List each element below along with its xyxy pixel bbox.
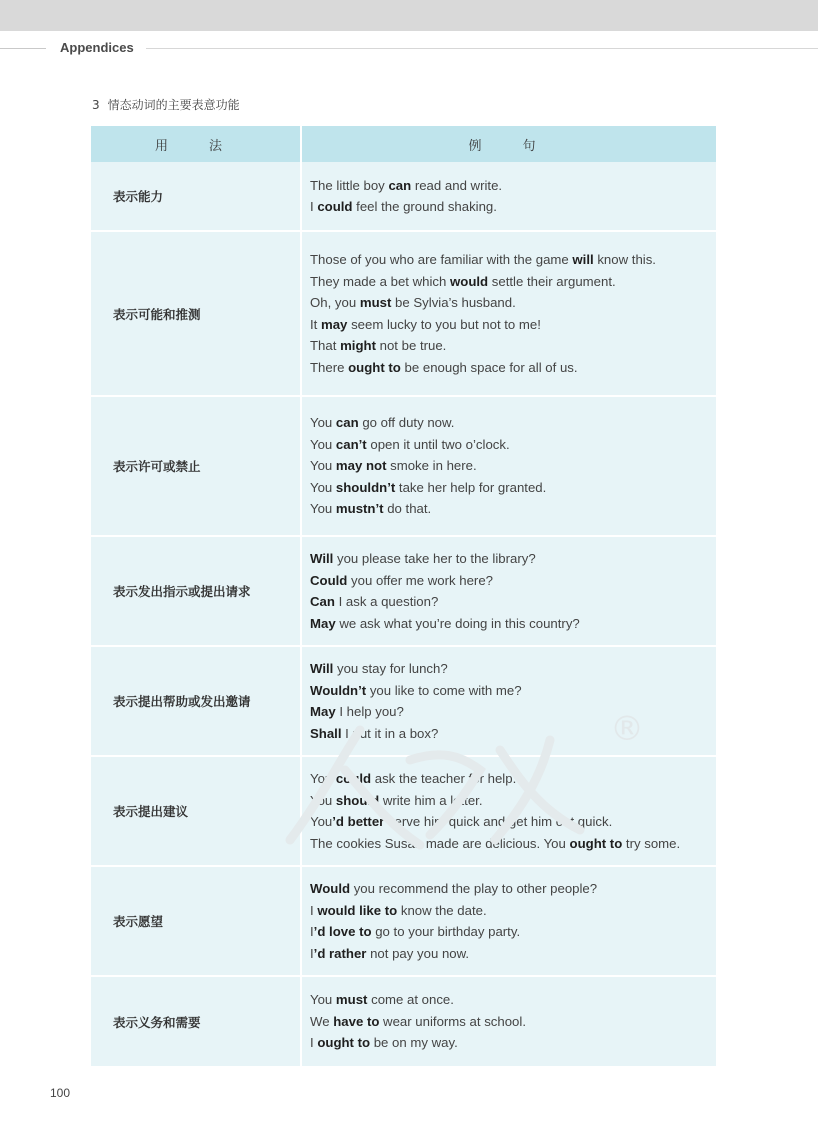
modal-verb: can’t [335,436,367,452]
example-sentence [310,412,716,434]
running-head [0,36,818,62]
sentence-text: serve him quick and get him out quick. [384,814,613,829]
header-rule-left [0,48,46,49]
example-sentence [310,570,716,592]
sentence-text: not pay you now. [366,945,470,961]
sentence-text: Those of you who are familiar with the game [310,252,573,267]
sentence-text: you please take her to the library? [333,551,536,566]
example-cell [301,396,716,536]
table-row [91,396,716,536]
modal-verb: might [340,338,376,353]
sentence-text: There [310,359,349,375]
sentence-text: you stay for lunch? [333,661,448,676]
example-sentence [310,723,716,745]
table-body [91,162,716,1066]
table-row [91,231,716,396]
sentence-text: I [310,924,314,939]
sentence-text: You [310,992,336,1008]
sentence-text: go off duty now. [358,415,455,431]
sentence-text: know the date. [397,902,487,918]
usage-cell: 表示提出建议 [91,756,301,866]
example-sentence [310,1032,716,1054]
sentence-text: You [310,436,336,452]
usage-cell: 表示可能和推测 [91,231,301,396]
sentence-text: take her help for granted. [395,479,547,495]
sentence-text: You [310,415,336,431]
modal-verb: Could [310,572,348,588]
sentence-text: be enough space for all of us. [400,359,578,375]
example-sentence [310,680,716,702]
usage-cell: 表示提出帮助或发出邀请 [91,646,301,756]
example-cell [301,231,716,396]
column-header-usage: 用 法 [91,126,301,162]
example-sentence [310,921,716,943]
sentence-text: you offer me work here? [347,572,493,588]
section-heading [92,96,240,113]
sentence-text: I [310,902,318,918]
sentence-text: you recommend the play to other people? [350,881,598,896]
sentence-text: feel the ground shaking. [352,199,497,214]
example-sentence [310,335,716,357]
table-row [91,866,716,976]
sentence-text: I help you? [335,704,404,719]
sentence-text: You [310,458,336,474]
example-sentence [310,271,716,293]
page-number: 100 [50,1086,71,1100]
table-header-row [91,126,716,162]
example-sentence [310,658,716,680]
example-sentence [310,292,716,314]
modal-verb: ought to [348,359,401,375]
sentence-text: come at once. [367,992,454,1008]
column-header-examples: 例 句 [301,126,716,162]
section-title: 情态动词的主要表意功能 [107,98,240,112]
example-sentence [310,455,716,477]
sentence-text: know this. [593,252,656,267]
usage-cell: 表示许可或禁止 [91,396,301,536]
usage-cell: 表示愿望 [91,866,301,976]
example-sentence [310,989,716,1011]
header-rule-right [146,48,818,49]
example-cell [301,536,716,646]
example-sentence [310,314,716,336]
sentence-text: You [310,771,336,786]
sentence-text: smoke in here. [386,458,477,474]
modal-verb: ’d rather [313,945,367,961]
sentence-text: we ask what you’re doing in this country? [335,615,580,631]
sentence-text: be Sylvia’s husband. [391,295,516,310]
sentence-text: not be true. [375,338,447,353]
example-sentence [310,878,716,900]
sentence-text: ask the teacher for help. [371,771,517,786]
sentence-text: You [310,501,336,517]
table-row [91,756,716,866]
example-sentence [310,434,716,456]
example-cell [301,646,716,756]
sentence-text: open it until two o’clock. [366,436,510,452]
modal-verb: would [450,273,489,289]
sentence-text: Oh, you [310,295,360,310]
modal-verb: may [321,316,348,332]
usage-cell: 表示能力 [91,162,301,231]
usage-cell: 表示发出指示或提出请求 [91,536,301,646]
modal-verb: shouldn’t [335,479,396,495]
example-sentence [310,548,716,570]
top-gray-band [0,0,818,31]
modal-verbs-table [91,126,716,1066]
section-number: 3 [92,98,100,112]
example-sentence [310,613,716,635]
modal-verb: mustn’t [335,501,384,517]
example-sentence [310,175,716,197]
modal-verb: must [335,992,368,1008]
example-sentence [310,790,716,812]
sentence-text: settle their argument. [488,273,616,289]
table-row [91,646,716,756]
table-row [91,536,716,646]
modal-verb: Will [310,551,334,566]
example-sentence [310,1011,716,1033]
registered-mark: ® [610,709,644,749]
sentence-text: I put it in a box? [341,725,439,741]
sentence-text: be on my way. [370,1035,458,1051]
sentence-text: I [310,1035,318,1051]
modal-verb: must [359,295,392,310]
example-sentence [310,591,716,613]
example-cell [301,162,716,231]
modal-verb: May [310,704,336,719]
modal-verb: would like to [317,902,398,918]
modal-verb: Will [310,661,334,676]
sentence-text: you like to come with me? [366,682,522,698]
example-cell [301,756,716,866]
table-row [91,976,716,1066]
modal-verb: will [572,252,594,267]
example-sentence [310,249,716,271]
example-sentence [310,833,716,855]
sentence-text: The cookies Susan made are delicious. You [310,835,570,851]
sentence-text: That [310,338,341,353]
example-cell [301,976,716,1066]
modal-verb: should [335,792,380,808]
modal-verb: could [317,199,353,214]
sentence-text: do that. [383,501,432,517]
sentence-text: The little boy [310,177,389,193]
example-sentence [310,701,716,723]
example-sentence [310,196,716,218]
modal-verb: ought to [569,835,623,851]
modal-verb: ’d love to [313,924,372,939]
modal-verb: have to [333,1013,380,1029]
running-title: Appendices [60,40,134,55]
sentence-text: wear uniforms at school. [379,1013,526,1029]
sentence-text: They made a bet which [310,273,451,289]
example-sentence [310,477,716,499]
sentence-text: You [310,479,336,495]
sentence-text: I [310,199,318,214]
modal-verb: ought to [317,1035,371,1051]
modal-verb: could [335,771,372,786]
sentence-text: try some. [622,835,681,851]
modal-verb: can [335,415,359,431]
sentence-text: You [310,814,333,829]
sentence-text: seem lucky to you but not to me! [347,316,541,332]
example-sentence [310,811,716,833]
sentence-text: read and write. [411,177,503,193]
sentence-text: We [310,1013,334,1029]
modal-verb: can [388,177,412,193]
example-sentence [310,498,716,520]
example-sentence [310,357,716,379]
modal-verb: ’d better [332,814,385,829]
table-row [91,162,716,231]
usage-cell: 表示义务和需要 [91,976,301,1066]
sentence-text: go to your birthday party. [371,924,521,939]
modal-verb: may not [335,458,387,474]
example-sentence [310,943,716,965]
modal-verb: Shall [310,725,342,741]
sentence-text: You [310,792,336,808]
modal-verb: May [310,615,336,631]
example-sentence [310,900,716,922]
example-sentence [310,768,716,790]
sentence-text: I [310,945,314,961]
sentence-text: write him a letter. [379,792,483,808]
example-cell [301,866,716,976]
modal-verb: Wouldn’t [310,682,367,698]
sentence-text: I ask a question? [334,594,439,609]
modal-verb: Can [310,594,335,609]
modal-verb: Would [310,881,351,896]
sentence-text: It [310,316,321,332]
